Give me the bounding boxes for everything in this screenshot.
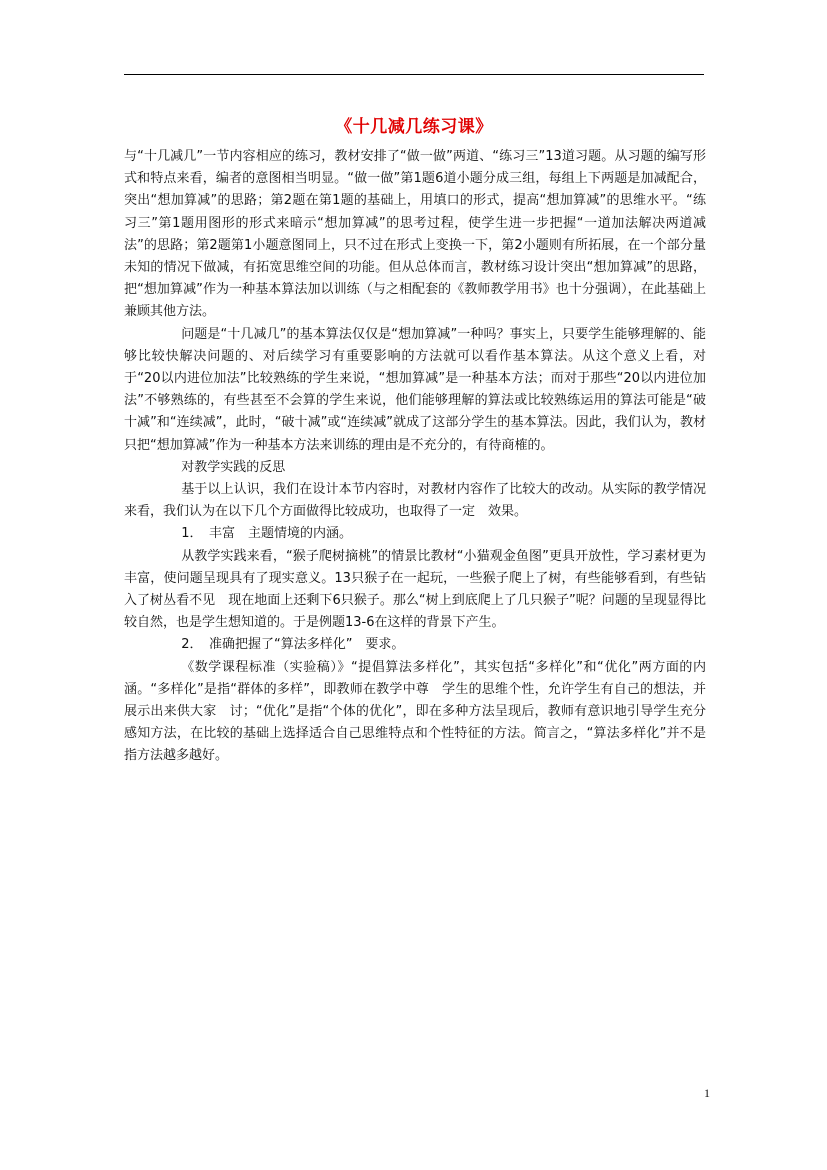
paragraph-practice: 从教学实践来看，“猴子爬树摘桃”的情景比教材“小猫观金鱼图”更具开放性，学习素材更为丰富，使问题呈现具有了现实意义。13只猴子在一起玩，一些猴子爬上了树，有些能够看到，有些钻入了树丛看不见 现在地面上还剩下6只猴子。那么“树上到底爬上了几只猴子”呢？问题的呈现显得比较自然，也是学生想知道的。于是例题13-6在这样的背景下产生。 bbox=[124, 548, 706, 631]
page-number: 1 bbox=[704, 1086, 710, 1100]
paragraph-intro: 与“十几减几”一节内容相应的练习，教材安排了“做一做”两道、“练习三”13道习题。从习题的编写形式和特点来看，编者的意图相当明显。“做一做”第1题6道小题分成三组，每组上下两题是加减配合，突出“想加算减”的思路；第2题在第1题的基础上，用填口的形式，提高“想加算减”的思维水平。“练习三”第1题用图形的形式来暗示“想加算减”的思考过程，使学生进一步把握“一道加法解决两道减法”的思路；第2题第1小题意图同上，只不过在形式上变换一下，第2小题则有所拓展，在一个部分量未知的情况下做减，有拓宽思维空间的功能。但从总体而言，教材练习设计突出“想加算减”的思路，把“想加算减”作为一种基本算法加以训练（与之相配套的《教师教学用书》也十分强调），在此基础上兼顾其他方法。 bbox=[124, 149, 706, 320]
paragraph-standard: 《数学课程标准（实验稿）》“提倡算法多样化”，其实包括“多样化”和“优化”两方面的内涵。“多样化”是指“群体的多样”，即教师在教学中尊 学生的思维个性，允许学生有自己的想法，并展示出来供大家 讨；“优化”是指“个体的优化”，即在多种方法呈现后，教师有意识地引导学生充分感知方法，在比较的基础上选择适合自己思维特点和个性特征的方法。简言之，“算法多样化”并不是指方法越多越好。 bbox=[124, 659, 706, 764]
paragraph-reflection: 基于以上认识，我们在设计本节内容时，对教材内容作了比较大的改动。从实际的教学情况来看，我们认为在以下几个方面做得比较成功，也取得了一定 效果。 bbox=[124, 482, 706, 520]
list-item-1: 1． 丰富 主题情境的内涵。 bbox=[181, 526, 352, 542]
header-rule bbox=[124, 74, 704, 75]
list-item-2: 2． 准确把握了“算法多样化” 要求。 bbox=[181, 637, 405, 653]
document-title: 《十几减几练习课》 bbox=[335, 117, 493, 137]
paragraph-question: 问题是“十几减几”的基本算法仅仅是“想加算减”一种吗？事实上，只要学生能够理解的、能够比较快解决问题的、对后续学习有重要影响的方法就可以看作基本算法。从这个意义上看，对于“20以内进位加法”比较熟练的学生来说，“想加算减”是一种基本方法；而对于那些“20以内进位加法”不够熟练的，有些甚至不会算的学生来说，他们能够理解的算法或比较熟练运用的算法可能是“破十减”和“连续减”，此时，“破十减”或“连续减”就成了这部分学生的基本算法。因此，我们认为，教材只把“想加算减”作为一种基本方法来训练的理由是不充分的，有待商榷的。 bbox=[124, 326, 706, 453]
section-heading-reflection: 对教学实践的反思 bbox=[181, 459, 286, 475]
document-body bbox=[124, 146, 706, 768]
